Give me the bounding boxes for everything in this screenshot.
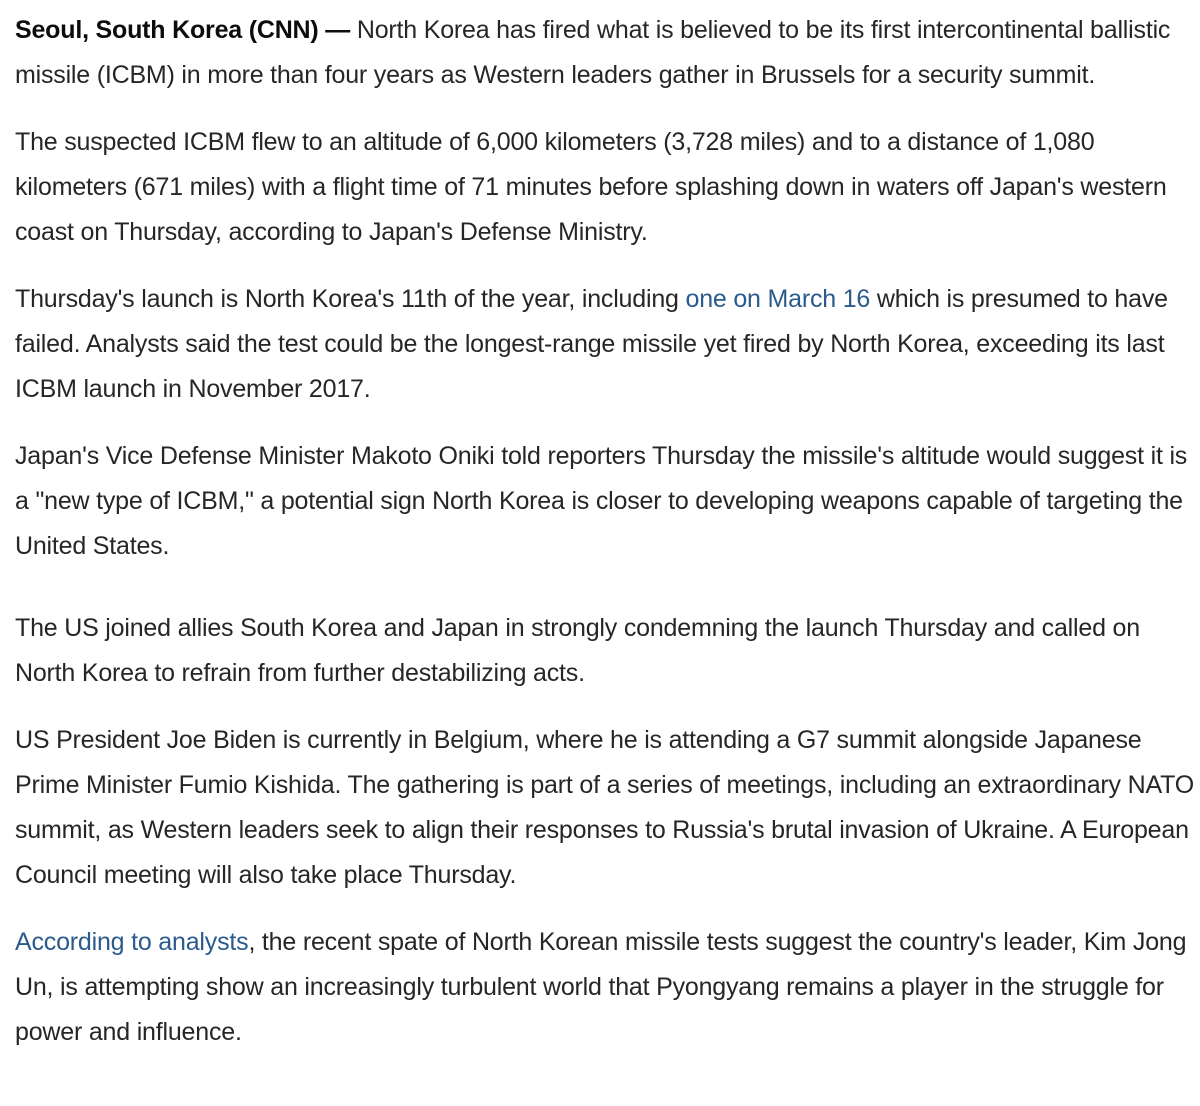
paragraph-5: The US joined allies South Korea and Japan in strongly condemning the launch Thursday and called on North Korea to refrain from further destabilizing acts.	[15, 614, 1140, 687]
paragraph-7	[15, 920, 1195, 1055]
paragraph-6: US President Joe Biden is currently in Belgium, where he is attending a G7 summit alongside Japanese Prime Minister Fumio Kishida. The gathering is part of a series of meetings, including an extraordinary NATO summit, as Western leaders seek to align their responses to Russia's brutal invasion of Ukraine. A European Council meeting will also take place Thursday.	[15, 726, 1194, 889]
dateline: Seoul, South Korea (CNN) —	[15, 16, 351, 44]
article-body	[15, 8, 1195, 1055]
paragraph-7-text: , the recent spate of North Korean missile tests suggest the country's leader, Kim Jong Un, is attempting show an increasingly turbulent world that Pyongyang remains a player in the struggle for power and influence.	[15, 928, 1187, 1046]
paragraph-3-text-before: Thursday's launch is North Korea's 11th of the year, including	[15, 285, 686, 313]
paragraph-2: The suspected ICBM flew to an altitude of 6,000 kilometers (3,728 miles) and to a distance of 1,080 kilometers (671 miles) with a flight time of 71 minutes before splashing down in waters off Japan's western coast on Thursday, according to Japan's Defense Ministry.	[15, 128, 1167, 246]
paragraph-1-text: North Korea has fired what is believed to be its first intercontinental ballistic missile (ICBM) in more than four years as Western leaders gather in Brussels for a security summit.	[15, 16, 1171, 89]
according-to-analysts-link[interactable]: According to analysts	[15, 928, 249, 956]
paragraph-3-text-after: which is presumed to have failed. Analysts said the test could be the longest-range missile yet fired by North Korea, exceeding its last ICBM launch in November 2017.	[15, 285, 1168, 403]
paragraph-4: Japan's Vice Defense Minister Makoto Oniki told reporters Thursday the missile's altitude would suggest it is a "new type of ICBM," a potential sign North Korea is closer to developing weapons capable of targeting the United States.	[15, 442, 1188, 560]
paragraph-3	[15, 277, 1195, 412]
paragraph-1	[15, 8, 1195, 98]
march-16-launch-link[interactable]: one on March 16	[685, 285, 871, 313]
